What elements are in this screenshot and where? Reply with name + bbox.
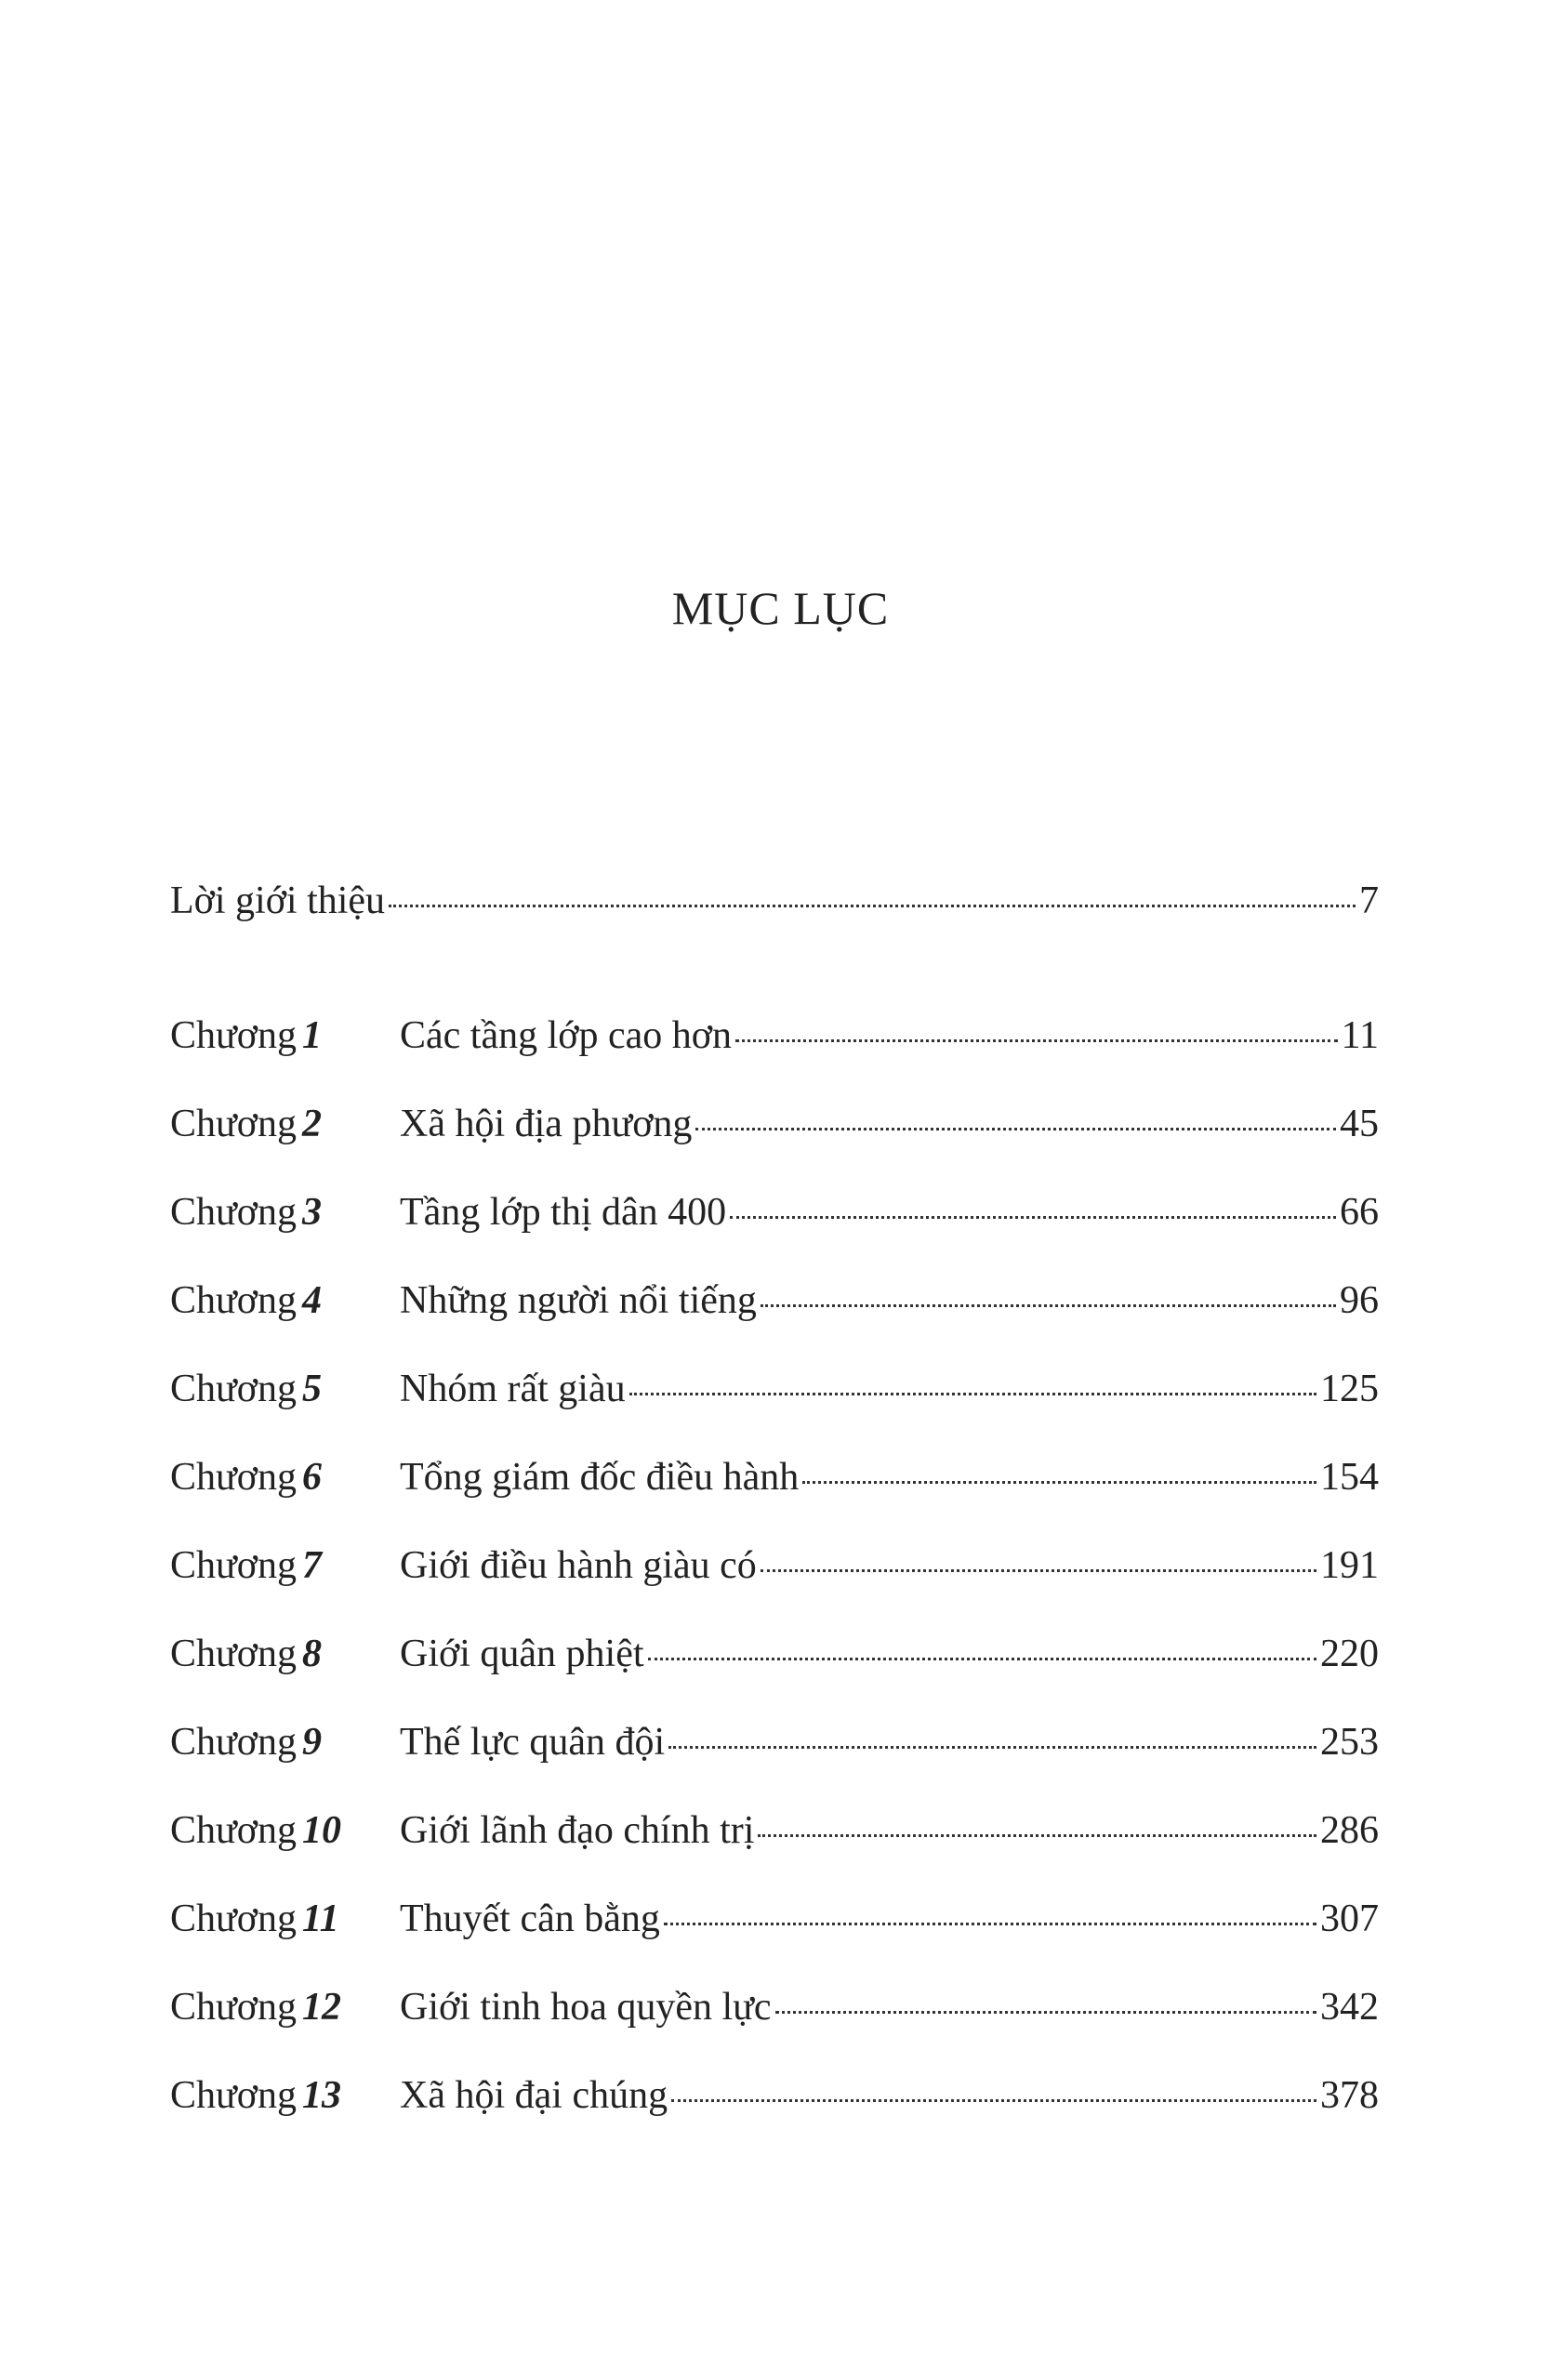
page-title: MỤC LỤC xyxy=(671,582,890,634)
chapter-label xyxy=(170,1897,400,1941)
toc-entry-title: Giới tinh hoa quyền lực xyxy=(400,1986,772,2029)
chapter-word: Chương xyxy=(170,1986,297,2029)
toc-entry-title: Thế lực quân đội xyxy=(400,1721,666,1764)
toc-entry-chapter-10 xyxy=(170,1808,1379,1864)
dot-leader xyxy=(802,1481,1316,1484)
chapter-word: Chương xyxy=(170,1721,297,1764)
chapter-word: Chương xyxy=(170,1897,297,1940)
dot-leader xyxy=(695,1128,1336,1130)
chapter-number: 9 xyxy=(302,1721,322,1764)
chapter-number: 12 xyxy=(302,1986,341,2029)
toc-entry-chapter-7 xyxy=(170,1543,1379,1599)
toc-entry-page: 191 xyxy=(1320,1544,1379,1587)
chapter-word: Chương xyxy=(170,1103,297,1145)
dot-leader xyxy=(648,1658,1317,1660)
toc-entry-page: 378 xyxy=(1320,2074,1379,2117)
toc-entry-chapter-11 xyxy=(170,1897,1379,1952)
dot-leader xyxy=(758,1834,1316,1837)
dot-leader xyxy=(735,1039,1338,1042)
toc-entry-page: 220 xyxy=(1320,1633,1379,1675)
chapter-label xyxy=(170,1543,400,1588)
chapter-label xyxy=(170,1720,400,1765)
toc-entry-page: 342 xyxy=(1320,1986,1379,2029)
toc-entry-page: 125 xyxy=(1320,1368,1379,1410)
toc-entry-chapter-2 xyxy=(170,1102,1379,1157)
dot-leader xyxy=(761,1569,1316,1572)
toc-entry-page: 253 xyxy=(1320,1721,1379,1764)
chapter-label xyxy=(170,1455,400,1500)
toc-entry-title: Xã hội đại chúng xyxy=(400,2074,668,2117)
dot-leader xyxy=(629,1393,1316,1395)
toc-entry-title: Lời giới thiệu xyxy=(170,879,386,922)
dot-leader xyxy=(389,905,1356,907)
chapter-label xyxy=(170,1190,400,1235)
chapter-word: Chương xyxy=(170,2074,297,2117)
toc-entry-page: 7 xyxy=(1359,879,1379,922)
toc-entry-title: Thuyết cân bằng xyxy=(400,1897,660,1940)
toc-entry-chapter-12 xyxy=(170,1985,1379,2041)
chapter-word: Chương xyxy=(170,1456,297,1499)
toc-entry-title: Xã hội địa phương xyxy=(400,1103,693,1145)
toc-entry-page: 66 xyxy=(1340,1191,1379,1234)
chapter-word: Chương xyxy=(170,1633,297,1675)
toc-entry-page: 45 xyxy=(1340,1103,1379,1145)
toc-entry-chapter-5 xyxy=(170,1367,1379,1422)
dot-leader xyxy=(775,2011,1316,2014)
toc-entry-chapter-13 xyxy=(170,2073,1379,2129)
toc-entry-title: Nhóm rất giàu xyxy=(400,1368,626,1410)
chapter-number: 6 xyxy=(302,1456,322,1499)
chapter-number: 3 xyxy=(302,1191,322,1234)
toc-entry-title: Những người nổi tiếng xyxy=(400,1279,757,1322)
toc-entry-chapter-1 xyxy=(170,1013,1379,1069)
chapter-label xyxy=(170,1985,400,2030)
chapter-number: 11 xyxy=(302,1897,339,1940)
chapter-word: Chương xyxy=(170,1014,297,1057)
toc-entry-chapter-9 xyxy=(170,1720,1379,1776)
dot-leader xyxy=(761,1304,1336,1307)
toc-entry-chapter-3 xyxy=(170,1190,1379,1246)
chapter-label xyxy=(170,1278,400,1323)
chapter-number: 10 xyxy=(302,1809,341,1852)
toc-entry-page: 11 xyxy=(1341,1014,1379,1057)
chapter-word: Chương xyxy=(170,1191,297,1234)
toc-entry-title: Các tầng lớp cao hơn xyxy=(400,1014,732,1057)
toc-entry-page: 96 xyxy=(1340,1279,1379,1322)
dot-leader xyxy=(671,2099,1316,2102)
chapter-word: Chương xyxy=(170,1809,297,1852)
chapter-label xyxy=(170,2073,400,2118)
chapter-number: 5 xyxy=(302,1368,322,1410)
chapter-word: Chương xyxy=(170,1368,297,1410)
chapter-word: Chương xyxy=(170,1544,297,1587)
chapter-label xyxy=(170,1367,400,1411)
chapter-label xyxy=(170,1808,400,1853)
toc-entry-title: Giới điều hành giàu có xyxy=(400,1544,757,1587)
toc-entry-title: Giới quân phiệt xyxy=(400,1633,644,1675)
toc-entry-title: Tổng giám đốc điều hành xyxy=(400,1456,800,1499)
chapter-number: 7 xyxy=(302,1544,322,1587)
dot-leader xyxy=(668,1746,1316,1749)
toc-entry-page: 307 xyxy=(1320,1897,1379,1940)
chapter-number: 4 xyxy=(302,1279,322,1322)
chapter-number: 8 xyxy=(302,1633,322,1675)
toc-entry-chapter-8 xyxy=(170,1632,1379,1687)
chapter-word: Chương xyxy=(170,1279,297,1322)
toc-entry-title: Giới lãnh đạo chính trị xyxy=(400,1809,755,1852)
dot-leader xyxy=(664,1923,1316,1925)
chapter-number: 2 xyxy=(302,1103,322,1145)
toc-entry-chapter-4 xyxy=(170,1278,1379,1334)
toc-entry-title: Tầng lớp thị dân 400 xyxy=(400,1191,727,1234)
chapter-number: 1 xyxy=(302,1014,322,1057)
chapter-label xyxy=(170,1102,400,1146)
dot-leader xyxy=(730,1216,1336,1219)
chapter-label xyxy=(170,1013,400,1058)
toc-entry-page: 154 xyxy=(1320,1456,1379,1499)
chapter-label xyxy=(170,1632,400,1676)
toc-entry-chapter-6 xyxy=(170,1455,1379,1511)
toc-entry-page: 286 xyxy=(1320,1809,1379,1852)
chapter-number: 13 xyxy=(302,2074,341,2117)
toc-entry-intro xyxy=(170,879,1379,934)
